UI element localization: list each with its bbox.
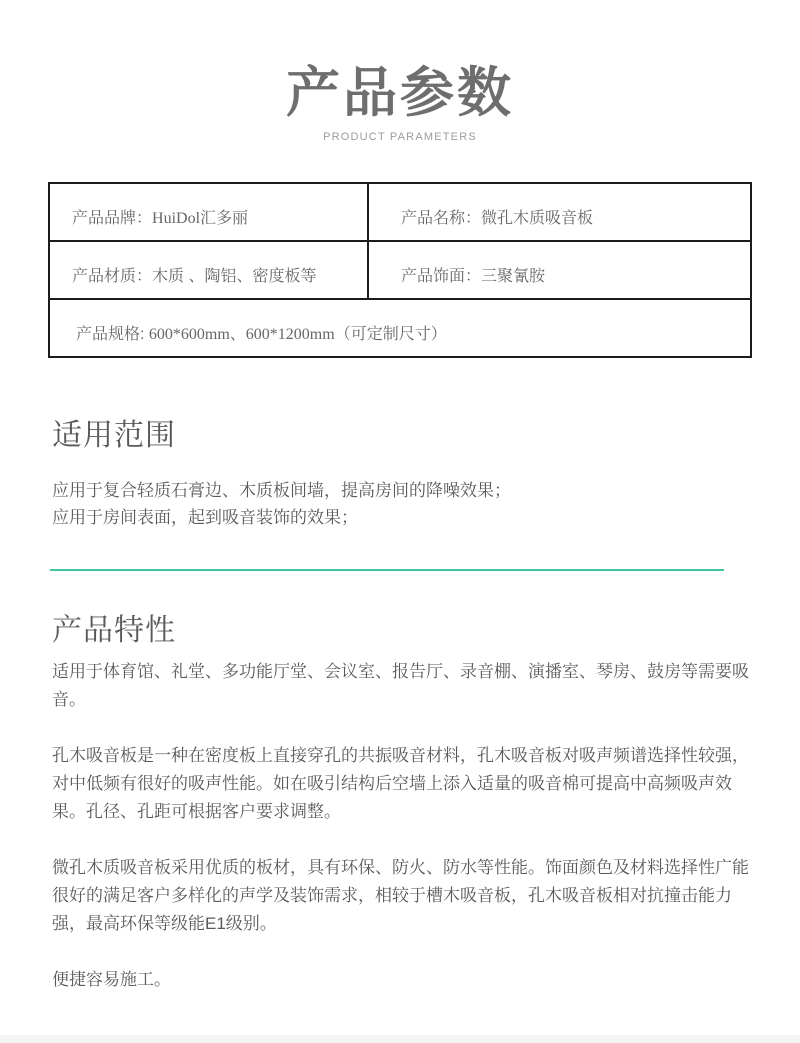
scope-line-1: 应用于复合轻质石膏边、木质板间墙，提高房间的降噪效果； (52, 481, 511, 500)
spec-cell-size (49, 299, 751, 357)
spec-label-product-name: 产品名称： (401, 209, 482, 227)
features-text (52, 658, 752, 994)
scope-line-2: 应用于房间表面，起到吸音装饰的效果； (52, 508, 358, 527)
spec-value-product-name: 微孔木质吸音板 (481, 209, 594, 227)
spec-value-finish: 三聚氰胺 (481, 267, 546, 285)
spec-label-material: 产品材质： (72, 267, 153, 285)
features-paragraph-3: 微孔木质吸音板采用优质的板材，具有环保、防火、防水等性能。饰面颜色及材料选择性广能很好的满足客户多样化的声学及装饰需求，相较于槽木吸音板，孔木吸音板相对抗撞击能力强，最高环保等级能E1级别。 (52, 858, 749, 933)
page-header (0, 0, 800, 143)
spec-row-brand-name (49, 183, 751, 241)
spec-cell-material (49, 241, 368, 299)
features-heading: 产品特性 (52, 614, 176, 647)
page-subtitle: PRODUCT PARAMETERS (323, 131, 477, 143)
scope-section (52, 410, 750, 531)
features-paragraph-1: 适用于体育馆、礼堂、多功能厅堂、会议室、报告厅、录音棚、演播室、琴房、鼓房等需要吸音。 (52, 662, 749, 709)
product-spec-table (48, 182, 752, 358)
spec-row-material-finish (49, 241, 751, 299)
features-section (52, 605, 750, 994)
spec-value-size-numbers: 600*600mm、600*1200mm (148, 325, 335, 343)
page-title: 产品参数 (286, 63, 514, 123)
spec-cell-finish (368, 241, 751, 299)
spec-row-size (49, 299, 751, 357)
features-paragraph-2: 孔木吸音板是一种在密度板上直接穿孔的共振吸音材料，孔木吸音板对吸声频谱选择性较强，对中低频有很好的吸声性能。如在吸引结构后空墙上添入适量的吸音棉可提高中高频吸声效果。孔径、孔距可根据客户要求调整。 (52, 746, 749, 821)
spec-cell-product-name (368, 183, 751, 241)
scope-text (52, 477, 750, 531)
spec-value-material: 木质 、陶铝、密度板等 (152, 267, 317, 285)
spec-value-brand: HuiDol汇多丽 (152, 209, 249, 227)
teal-divider (50, 569, 724, 571)
spec-cell-brand (49, 183, 368, 241)
spec-label-size: 产品规格: (76, 325, 149, 343)
spec-value-size-note: （可定制尺寸） (334, 325, 447, 343)
spec-label-finish: 产品饰面： (401, 267, 482, 285)
scope-heading: 适用范围 (52, 419, 176, 452)
spec-label-brand: 产品品牌： (72, 209, 153, 227)
next-section-edge (0, 1035, 800, 1043)
features-paragraph-4: 便捷容易施工。 (52, 970, 171, 989)
